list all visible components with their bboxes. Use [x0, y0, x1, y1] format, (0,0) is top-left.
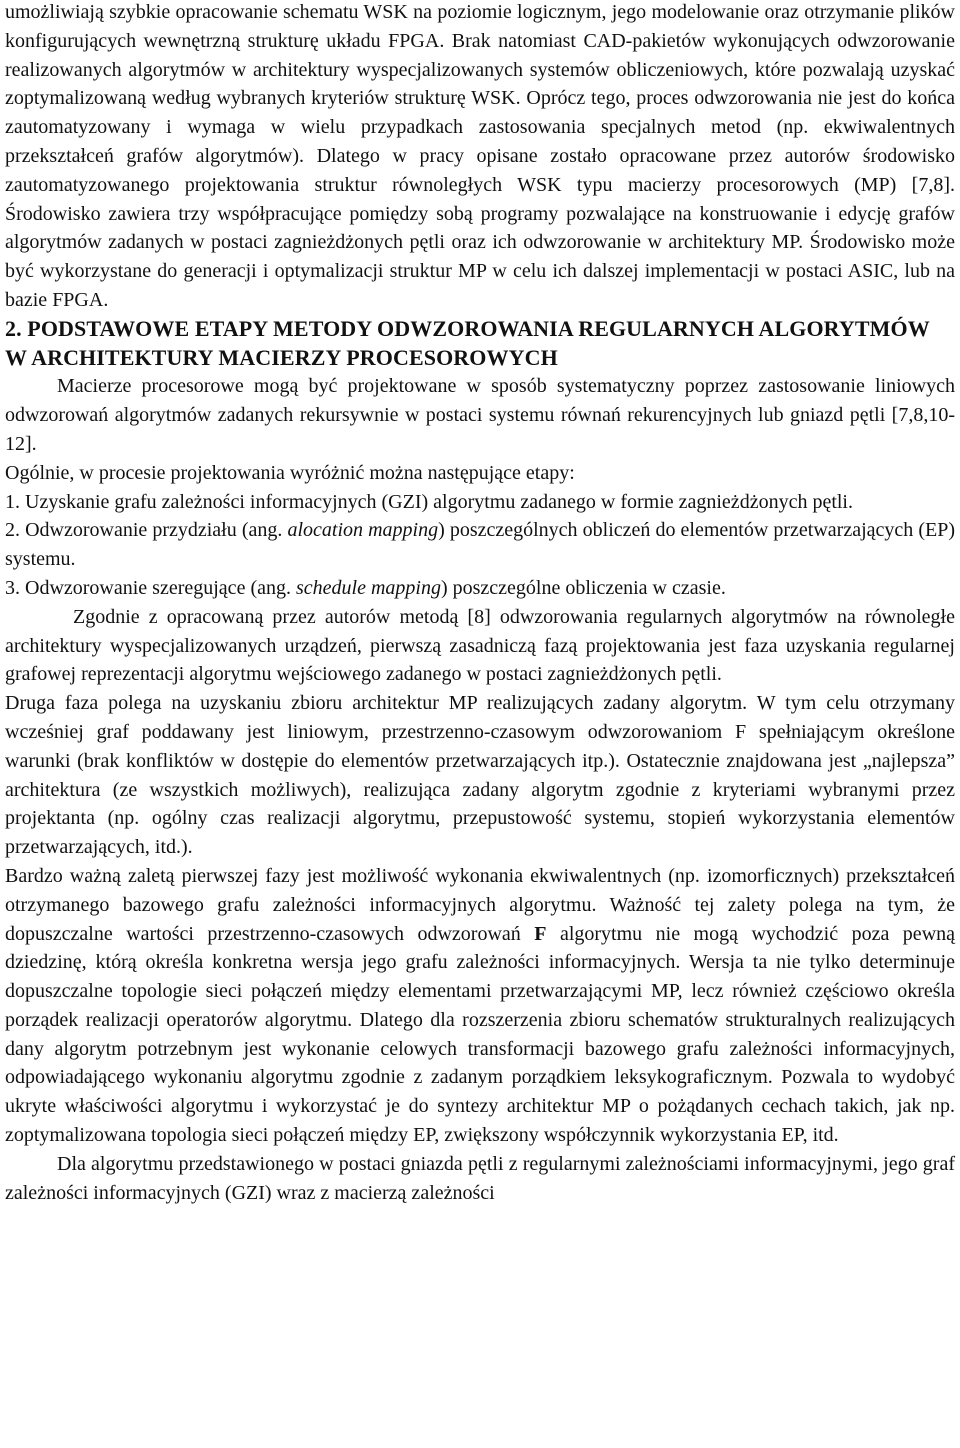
mapping-symbol: F — [534, 922, 547, 945]
list-item-3-text-before: 3. Odwzorowanie szeregujące (ang. — [5, 576, 296, 599]
section-heading: 2. PODSTAWOWE ETAPY METODY ODWZOROWANIA REGULARNYCH ALGORYTMÓW W ARCHITEKTURY MACIERZY PROCESOROWYCH — [5, 315, 930, 370]
advantage-text-b: algorytmu nie mogą wychodzić poza pewną dziedzinę, którą określa konkretna wersja jego grafu zależności informacyjnych. Wersja ta nie tylko determinuje dopuszczalne topologie sieci połączeń między elementami przetwarzającymi MP, lecz również częściowo określa porządek realizacji operatorów algorytmu. Dlatego dla rozszerzenia zbioru schematów strukturalnych realizujących dany algorytm potrzebnym jest wykonanie celowych transformacji bazowego grafu zależności informacyjnych, odpowiadającego wykonaniu algorytmu zgodnie z zadanym porządkiem leksykograficznym. Pozwala to wydobyć ukryte właściwości algorytmu i wykorzystać je do syntezy architektur MP o pożądanych cechach takich, jak np. zoptymalizowana topologia sieci połączeń między EP, zwiększony współczynnik wykorzystania EP, itd. — [5, 922, 956, 1147]
advantage-paragraph — [5, 862, 955, 1150]
stages-intro: Ogólnie, w procesie projektowania wyróżnić można następujące etapy: — [5, 461, 575, 484]
second-phase-paragraph: Druga faza polega na uzyskaniu zbioru architektur MP realizujących zadany algorytm. W tym celu otrzymany wcześniej graf poddawany jest liniowym, przestrzenno-czasowym odwzorowaniom F spełniającym określone warunki (brak konfliktów w dostępie do elementów przetwarzających itp.). Ostatecznie znajdowana jest „najlepsza” architektura (ze wszystkich możliwych), realizująca zadany algorytm zgodnie z kryteriami wybranymi przez projektanta (np. ogólny czas realizacji algorytmu, przepustowość systemu, stopień wykorzystania elementów przetwarzających, itd.). — [5, 692, 955, 859]
section-paragraph: Macierze procesorowe mogą być projektowane w sposób systematyczny poprzez zastosowanie liniowych odwzorowań algorytmów zadanych rekursywnie w postaci systemu równań rekurencyjnych lub gniazd pętli [7,8,10-12]. — [5, 375, 955, 455]
list-item-2 — [5, 516, 955, 574]
intro-paragraph: umożliwiają szybkie opracowanie schematu WSK na poziomie logicznym, jego modelowanie oraz otrzymanie plików konfigurujących wewnętrzną strukturę układu FPGA. Brak natomiast CAD-pakietów wykonujących odwzorowanie realizowanych algorytmów w architektury wyspecjalizowanych systemów obliczeniowych, które pozwalają uzyskać zoptymalizowaną według wybranych kryteriów strukturę WSK. Oprócz tego, proces odwzorowania nie jest do końca zautomatyzowany i wymaga w wielu przypadkach zastosowania specjalnych metod (np. ekwiwalentnych przekształceń grafów algorytmów). Dlatego w pracy opisane zostało opracowane przez autorów środowisko zautomatyzowanego projektowania struktur równoległych WSK typu macierzy procesorowych (MP) [7,8]. Środowisko zawiera trzy współpracujące pomiędzy sobą programy pozwalające na konstruowanie i edycję grafów algorytmów zadanych w postaci zagnieżdżonych pętli oraz ich odwzorowanie w architektury MP. Środowisko może być wykorzystane do generacji i optymalizacji struktur MP w celu ich dalszej implementacji w postaci ASIC, lub na bazie FPGA. — [5, 1, 955, 311]
advantage-text-a: Bardzo ważną zaletą pierwszej fazy jest możliwość wykonania ekwiwalentnych (np. izomorficznych) przekształceń otrzymanego bazowego grafu zależności informacyjnych algorytmu. Ważność tej zalety polega na tym, że dopuszczalne wartości przestrzenno-czasowych odwzorowań — [5, 864, 955, 945]
list-item-2-text-after: ) poszczególnych obliczeń do elementów przetwarzających (EP) systemu. — [5, 519, 956, 571]
method-paragraph: Zgodnie z opracowaną przez autorów metodą [8] odwzorowania regularnych algorytmów na równoległe architektury wyspecjalizowanych urządzeń, pierwszą zasadniczą fazą projektowania jest faza uzyskania regularnej grafowej reprezentacji algorytmu wejściowego zadanego w postaci zagnieżdżonych pętli. — [5, 605, 955, 686]
list-item-2-text-before: 2. Odwzorowanie przydziału (ang. — [5, 519, 288, 542]
list-item-3 — [5, 574, 955, 603]
list-item-3-text-after: ) poszczególne obliczenia w czasie. — [440, 576, 726, 599]
list-item-3-term: schedule mapping — [295, 576, 441, 599]
list-item-1: 1. Uzyskanie grafu zależności informacyjnych (GZI) algorytmu zadanego w formie zagnieżdżonych pętli. — [5, 490, 853, 513]
last-paragraph: Dla algorytmu przedstawionego w postaci gniazda pętli z regularnymi zależnościami informacyjnymi, jego graf zależności informacyjnych (GZI) wraz z macierzą zależności — [5, 1152, 955, 1204]
list-item-2-term: alocation mapping — [287, 519, 439, 542]
